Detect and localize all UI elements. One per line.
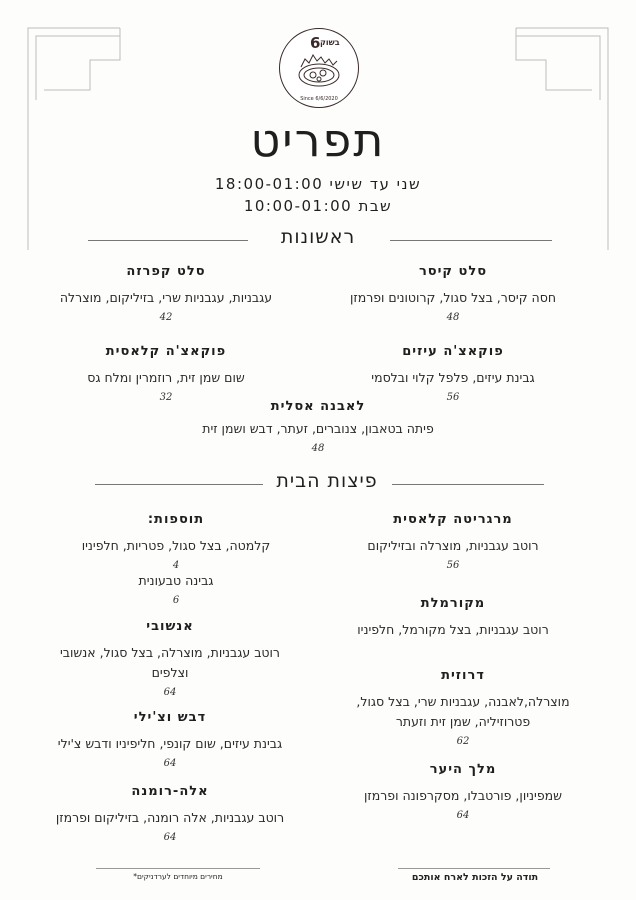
item-price: 56: [446, 392, 460, 403]
item-name: אנשובי: [146, 619, 194, 634]
menu-item: [168, 399, 468, 454]
item-price: 48: [311, 443, 325, 454]
item-price: 64: [163, 832, 177, 843]
menu-item: [318, 596, 588, 640]
item-description: פיתה בטאבון, צנוברים, זעתר, דבש ושמן זית: [202, 421, 434, 436]
item-price: 62: [456, 736, 470, 747]
item-price: 64: [456, 810, 470, 821]
menu-item: [20, 619, 320, 698]
logo-since: Since 6/6/2020: [300, 96, 338, 102]
hours-weekdays: שני עד שישי 18:00-01:00: [214, 175, 422, 193]
item-description: גבינת עיזים, שום קונפי, חליפיניו ודבש צ'ילי: [57, 736, 283, 751]
item-description: רוטב עגבניות, מוצרלה, בצל סגול, אנשובי: [59, 645, 280, 660]
item-description: מוצרלה,לאבנה, עגבניות שרי, בצל סגול,: [356, 694, 570, 709]
item-description: שמפיניון, פורטבלו, מסקרפונה ופרמזן: [364, 788, 562, 803]
footer-thanks: תודה על הזכות לארח אותכם: [411, 872, 539, 883]
logo: [279, 28, 359, 108]
item-description: חסה קיסר, בצל סגול, קרוטונים ופרמזן: [349, 290, 557, 305]
item-price: 64: [163, 758, 177, 769]
footer-line: [96, 868, 260, 869]
item-name: דבש וצ'ילי: [133, 710, 207, 725]
menu-item: [30, 264, 302, 323]
menu-title: תפריט: [250, 113, 386, 167]
menu-item: [318, 668, 608, 747]
toppings-line: קלמטה, בצל סגול, פטריות, חלפיניו: [81, 538, 271, 553]
toppings-price: 6: [172, 595, 180, 606]
menu-item: [30, 344, 302, 403]
item-description-line2: פטרוזיליה, שמן זית וזעתר: [395, 714, 531, 729]
logo-brand: בשוק: [320, 38, 340, 47]
menu-item: [318, 264, 588, 323]
toppings-block: [30, 512, 322, 606]
item-name: מלך היער: [429, 762, 497, 777]
item-name: מקורמלת: [420, 596, 486, 611]
item-name: פוקאצ'ה קלאסית: [105, 344, 227, 359]
toppings-price: 4: [172, 560, 180, 571]
item-price: 48: [446, 312, 460, 323]
divider-line: [95, 484, 263, 485]
divider-line: [390, 240, 552, 241]
menu-item: [318, 762, 608, 821]
footer-line: [398, 868, 550, 869]
divider-line: [392, 484, 544, 485]
menu-item: [20, 710, 320, 769]
item-price: 42: [159, 312, 173, 323]
divider-line: [88, 240, 248, 241]
item-description: רוטב עגבניות, מוצרלה ובזיליקום: [367, 538, 539, 553]
item-description: עגבניות, עגבניות שרי, בזיליקום, מוצרלה: [59, 290, 273, 305]
section-title-pizzas: פיצות הבית: [276, 470, 378, 492]
item-description: שום שמן זית, רוזמרין ומלח גס: [87, 370, 245, 385]
item-name: מרגריטה קלאסית: [393, 512, 513, 527]
item-name: דרוזית: [441, 668, 485, 683]
item-price: 56: [446, 560, 460, 571]
item-name: סלט קפרזה: [126, 264, 206, 279]
item-name: סלט קיסר: [418, 264, 488, 279]
item-description-line2: וצלפים: [151, 665, 189, 680]
item-name: אלה-רומנה: [131, 784, 209, 799]
item-name: פוקאצ'ה עיזים: [402, 344, 504, 359]
item-price: 32: [159, 392, 173, 403]
menu-item: [318, 512, 588, 571]
item-name: תוספות:: [147, 512, 205, 527]
item-description: גבינת עיזים, פלפל קלוי ובלסמי: [371, 370, 535, 385]
menu-item: [20, 784, 320, 843]
item-description: רוטב עגבניות, אלה רומנה, בזיליקום ופרמזן: [55, 810, 285, 825]
logo-number: 6: [310, 34, 321, 52]
item-price: 64: [163, 687, 177, 698]
section-title-starters: ראשונות: [280, 226, 356, 248]
footer-note: מחירים מיוחדים לערדניקים*: [133, 872, 223, 881]
menu-item: [318, 344, 588, 403]
logo-emblem: [293, 51, 345, 91]
item-description: רוטב עגבניות, בצל מקורמל, חלפיניו: [357, 622, 549, 637]
item-name: לאבנה אסלית: [270, 399, 366, 414]
hours-saturday: שבת 10:00-01:00: [243, 197, 393, 215]
toppings-line: גבינה טבעונית: [138, 573, 214, 588]
